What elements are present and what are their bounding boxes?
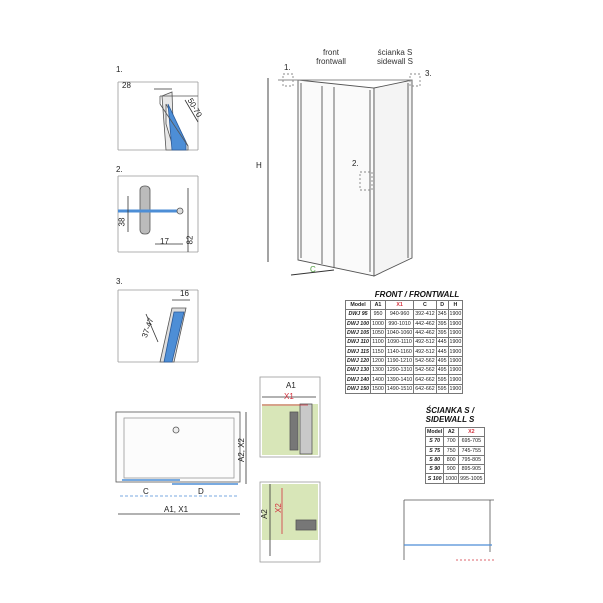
front_table-cell: 1200	[372, 357, 384, 364]
front_table-cell: 395	[437, 320, 447, 327]
front_table-cell: 1040-1060	[386, 330, 413, 337]
detail-3-number: 3.	[116, 277, 123, 286]
front_table-cell: 1900	[449, 367, 462, 374]
side_table-cell: 895-905	[459, 465, 484, 474]
front_table-cell: 595	[437, 385, 447, 392]
section-a2-label: A2	[259, 509, 269, 519]
side_table-header-1: A2	[444, 428, 459, 437]
front-label: front frontwall	[316, 48, 346, 66]
side_table-row	[426, 437, 485, 446]
detail-2-dim-bottom: 17	[160, 237, 169, 246]
front_table-cell: 495	[437, 367, 447, 374]
front_table-cell: 1900	[449, 376, 462, 383]
front_table-cell: 492-512	[415, 348, 435, 355]
front_table-cell: DWJ 110	[347, 339, 369, 346]
side_table-row	[426, 465, 485, 474]
detail-3-dim-top: 16	[180, 289, 189, 298]
front_table-cell: 442-462	[415, 320, 435, 327]
c-label: C	[310, 265, 316, 274]
front_table-cell: 1150	[372, 348, 384, 355]
front_table-row	[346, 338, 463, 347]
front_table-row	[346, 356, 463, 365]
front_table-cell: 1190-1210	[387, 357, 413, 364]
side_table-row	[426, 474, 485, 483]
side_table-cell: 900	[444, 465, 459, 474]
front_table-row	[346, 328, 463, 337]
front_table-cell: 442-462	[415, 330, 435, 337]
front_table-cell: 1000	[372, 320, 384, 327]
front_table-cell: DWJ 105	[347, 330, 370, 337]
detail-1-number: 1.	[116, 65, 123, 74]
detail-1-drawing	[118, 82, 198, 150]
side_table-cell: S 100	[426, 474, 444, 483]
front_table-cell: DWJ 130	[347, 367, 370, 374]
detail-1-dim-diag: 50-70	[185, 96, 204, 119]
front_table-cell: DWJ 150	[347, 385, 370, 392]
front_table-cell: 1900	[449, 330, 462, 337]
front_table-cell: DWJ 115	[347, 348, 369, 355]
front_table-cell: 1300	[372, 367, 384, 374]
front_table-cell: 1390-1410	[386, 376, 413, 383]
front_table-cell: 950	[371, 310, 386, 319]
side_table-header-0: Model	[427, 429, 443, 436]
detail-2-number: 2.	[116, 165, 123, 174]
front_table-cell: 595	[437, 376, 447, 383]
front_table-cell: 1490-1510	[386, 385, 413, 392]
front_table-cell: 642-662	[415, 385, 435, 392]
side_table-cell: 795-805	[459, 455, 484, 464]
front_table-cell: 1900	[449, 385, 462, 392]
front_table-cell: 1900	[449, 348, 462, 355]
side_table-cell: 695-705	[459, 437, 484, 446]
front_table-header-3: C	[414, 301, 436, 310]
side_table-cell: S 70	[426, 437, 444, 446]
front_table-cell: 445	[437, 348, 447, 355]
front_table-cell: 495	[437, 357, 447, 364]
front_table-cell: 395	[437, 330, 447, 337]
side_table-cell: S 90	[426, 465, 444, 474]
front_table-row	[346, 366, 463, 375]
front_table-cell: 990-1010	[385, 319, 413, 328]
detail-2-dim-right: 82	[185, 235, 195, 245]
section-x2-label: X2	[273, 503, 283, 513]
section-a2-drawing	[260, 482, 320, 562]
side_table-cell: S 80	[426, 455, 444, 464]
side_table-cell: 700	[444, 437, 459, 446]
front_table-cell: 445	[437, 339, 447, 346]
front_table-cell: 1100	[372, 339, 384, 346]
side_table-row	[426, 455, 485, 464]
side_table-cell: 995-1005	[460, 475, 483, 482]
front_table-header-1: A1	[371, 301, 386, 310]
front_table-cell: 642-662	[415, 376, 435, 383]
front_table-cell: 1900	[449, 339, 462, 346]
front_table-row	[346, 375, 463, 384]
detail-3-dim-diag: 37-47	[140, 316, 156, 339]
side_table-cell: 1000	[445, 475, 458, 482]
front_table-cell: DWJ 95	[346, 310, 371, 319]
front_table-cell: 1400	[372, 376, 384, 383]
front_table-cell: 1900	[449, 320, 462, 327]
front_table-header-4: D	[436, 301, 448, 310]
front_table-cell: 542-562	[415, 367, 435, 374]
front_table-cell: 1050	[372, 330, 384, 337]
front_table-cell: 1140-1160	[387, 348, 412, 355]
side_table-cell: S 75	[426, 446, 444, 455]
section-x1-label: X1	[284, 392, 294, 401]
detail-2-dim-left: 38	[117, 217, 127, 227]
plan-d-label: D	[198, 487, 204, 496]
front_table-cell: 392-412	[415, 311, 435, 318]
sidewall-plan-drawing	[404, 500, 494, 560]
plan-c-label: C	[143, 487, 149, 496]
side_table-row	[426, 446, 485, 455]
front_table-cell: 1500	[372, 385, 384, 392]
front_table-cell: 1900	[449, 357, 462, 364]
plan-a2x2-label: A2, X2	[237, 437, 247, 463]
side_table-cell: 800	[444, 455, 459, 464]
plan-view-drawing	[116, 412, 246, 514]
front-view-drawing	[268, 74, 420, 276]
front_table-cell: 940-960	[385, 310, 413, 319]
detail-1-dim-top: 28	[122, 81, 131, 90]
detail-3-drawing	[118, 290, 198, 362]
front_table-cell: 1090-1110	[387, 339, 412, 346]
front_table-cell: 542-562	[415, 357, 435, 364]
side_table-cell: 750	[444, 446, 459, 455]
front_table-row	[346, 384, 463, 393]
front_table-cell: DWJ 120	[347, 357, 370, 364]
front-table	[345, 300, 463, 394]
front_table-row	[346, 310, 463, 319]
front_table-cell: 492-512	[415, 339, 435, 346]
side_table-header-2: X2	[459, 428, 484, 437]
side-table-title: ŚCIANKA S / SIDEWALL S	[425, 406, 475, 424]
marker-1: 1.	[284, 63, 291, 72]
front_table-cell: 345	[437, 311, 447, 318]
marker-2: 2.	[352, 159, 359, 168]
front-table-title: FRONT / FRONTWALL	[374, 290, 460, 299]
sidewall-label: ścianka S sidewall S	[376, 48, 413, 66]
plan-a1x1-label: A1, X1	[164, 505, 189, 514]
front_table-cell: DWJ 140	[347, 376, 370, 383]
height-label: H	[256, 161, 262, 170]
front_table-row	[346, 319, 463, 328]
front_table-row	[346, 347, 463, 356]
side_table-cell: 745-755	[459, 446, 484, 455]
front_table-cell: 1290-1310	[386, 367, 413, 374]
side-table	[425, 427, 485, 484]
front_table-header-5: H	[448, 301, 463, 310]
front_table-cell: 1900	[449, 311, 462, 318]
section-a1-label: A1	[286, 381, 296, 390]
front_table-header-0: Model	[346, 301, 371, 310]
front_table-cell: DWJ 100	[347, 320, 370, 327]
front_table-header-2: X1	[385, 301, 413, 310]
marker-3: 3.	[425, 69, 432, 78]
